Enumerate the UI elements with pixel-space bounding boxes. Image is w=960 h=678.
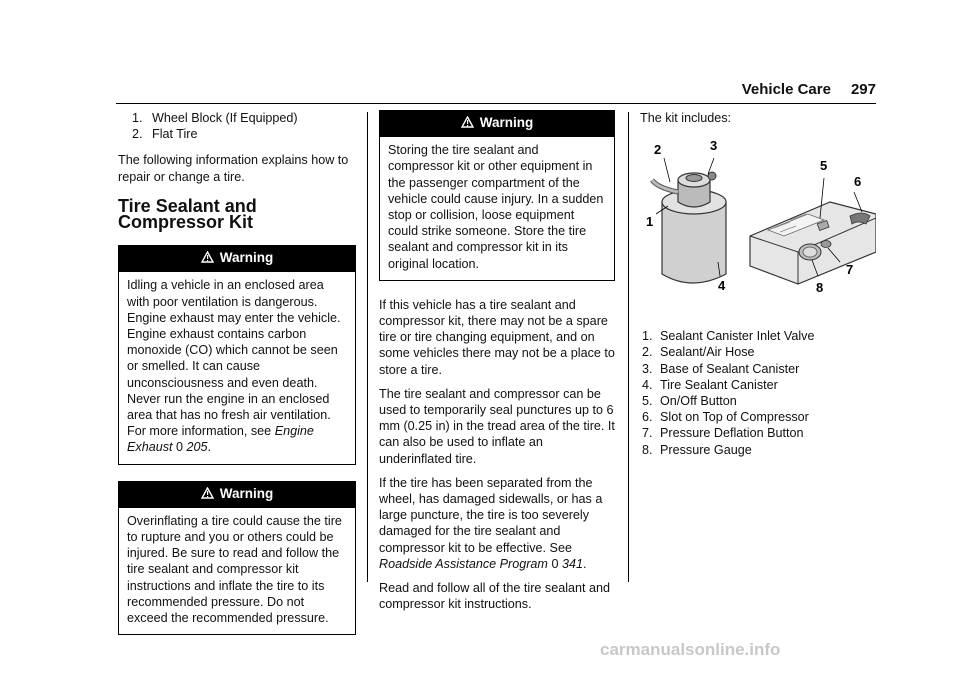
- list-item: 7. Pressure Deflation Button: [642, 426, 804, 441]
- kit-illustration-svg: [640, 134, 876, 308]
- header-page-number: 297: [850, 81, 876, 98]
- warning-box-overinflate: [118, 481, 356, 636]
- callout-8: 8: [816, 280, 824, 296]
- header-rule: [116, 103, 876, 104]
- column-1: [118, 110, 356, 651]
- list-item: 1. Sealant Canister Inlet Valve: [642, 329, 815, 344]
- page-ref-number: 341: [561, 556, 583, 571]
- header-section-title: Vehicle Care: [741, 81, 831, 98]
- warning-box-storage: [379, 110, 615, 281]
- list-item: 6. Slot on Top of Compressor: [642, 410, 809, 425]
- list-item: 2. Sealant/Air Hose: [642, 345, 755, 360]
- callout-3: 3: [710, 138, 718, 154]
- cross-reference-link[interactable]: Engine Exhaust: [127, 424, 314, 455]
- list-item: 8. Pressure Gauge: [642, 442, 752, 457]
- column-2: [379, 110, 615, 620]
- column-divider-2: [628, 112, 629, 582]
- section-title: Tire Sealant and Compressor Kit: [118, 195, 257, 233]
- warning-triangle-icon: [201, 487, 214, 503]
- column-3: [640, 110, 876, 458]
- warning-body: Idling a vehicle in an enclosed area with poor ventilation is dangerous. Engine exhaust may enter the vehicle. Engine exhaust contains carbon monoxide (CO) which cannot be seen or smelled. It can cause unconsciousness and even death. Never run the engine in an enclosed area that has no fresh air ventilation. For more information, see Engine Exhaust 0 205.: [127, 278, 341, 455]
- page-ref-symbol: 0: [551, 556, 559, 571]
- paragraph: If this vehicle has a tire sealant and compressor kit, there may not be a spare tire or tire changing equipment, and on some vehicles there may not be a place to store a tire.: [379, 297, 615, 377]
- list-item: 1. Wheel Block (If Equipped): [132, 111, 298, 125]
- list-item: 3. Base of Sealant Canister: [642, 361, 800, 376]
- warning-body: Overinflating a tire could cause the tire to rupture and you or others could be injured. Be sure to read and follow the tire sealant and compressor kit instructions and inflate the tire to its recommended pressure. Do not exceed the recommended pressure.: [127, 513, 342, 626]
- callout-2: 2: [654, 142, 662, 158]
- warning-header: Warning: [119, 482, 355, 508]
- parts-list: [642, 328, 876, 458]
- warning-header: Warning: [119, 246, 355, 272]
- list-item: 4. Tire Sealant Canister: [642, 377, 778, 392]
- kit-intro: The kit includes:: [640, 111, 731, 125]
- callout-6: 6: [854, 174, 862, 190]
- warning-header: Warning: [380, 111, 614, 137]
- running-head: [740, 81, 876, 98]
- paragraph: Read and follow all of the tire sealant and compressor kit instructions.: [379, 581, 611, 612]
- paragraph: If the tire has been separated from the wheel, has damaged sidewalls, or has a large puncture, the tire is too severely damaged for the tire sealant and compressor kit to be effective. See Roadside Assistance Program 0 341.: [379, 475, 603, 571]
- intro-paragraph: The following information explains how to repair or change a tire.: [118, 153, 349, 184]
- callout-7: 7: [846, 262, 854, 278]
- list-item: 2. Flat Tire: [132, 127, 198, 142]
- warning-triangle-icon: [461, 116, 474, 132]
- watermark: carmanualsonline.info: [600, 640, 781, 659]
- callout-4: 4: [718, 278, 726, 294]
- warning-triangle-icon: [201, 251, 214, 267]
- kit-illustration: [640, 134, 876, 308]
- page-ref-symbol: 0: [176, 440, 184, 455]
- warning-box-exhaust: [118, 245, 356, 464]
- warning-body: Storing the tire sealant and compressor kit or other equipment in the passenger compartment of the vehicle could cause injury. In a sudden stop or collision, loose equipment could strike someone. Store the tire sealant and compressor kit in its original location.: [388, 143, 604, 271]
- cross-reference-link[interactable]: Roadside Assistance Program: [379, 556, 548, 571]
- column-divider-1: [367, 112, 368, 582]
- figure-legend-list: [132, 110, 356, 142]
- callout-1: 1: [646, 214, 654, 230]
- paragraph: The tire sealant and compressor can be used to temporarily seal punctures up to 6 mm (0.25 in) in the tread area of the tire. It can also be used to inflate an underinflated tire.: [379, 386, 615, 466]
- list-item: 5. On/Off Button: [642, 394, 737, 409]
- callout-5: 5: [820, 158, 828, 174]
- page-ref-number: 205: [186, 440, 208, 455]
